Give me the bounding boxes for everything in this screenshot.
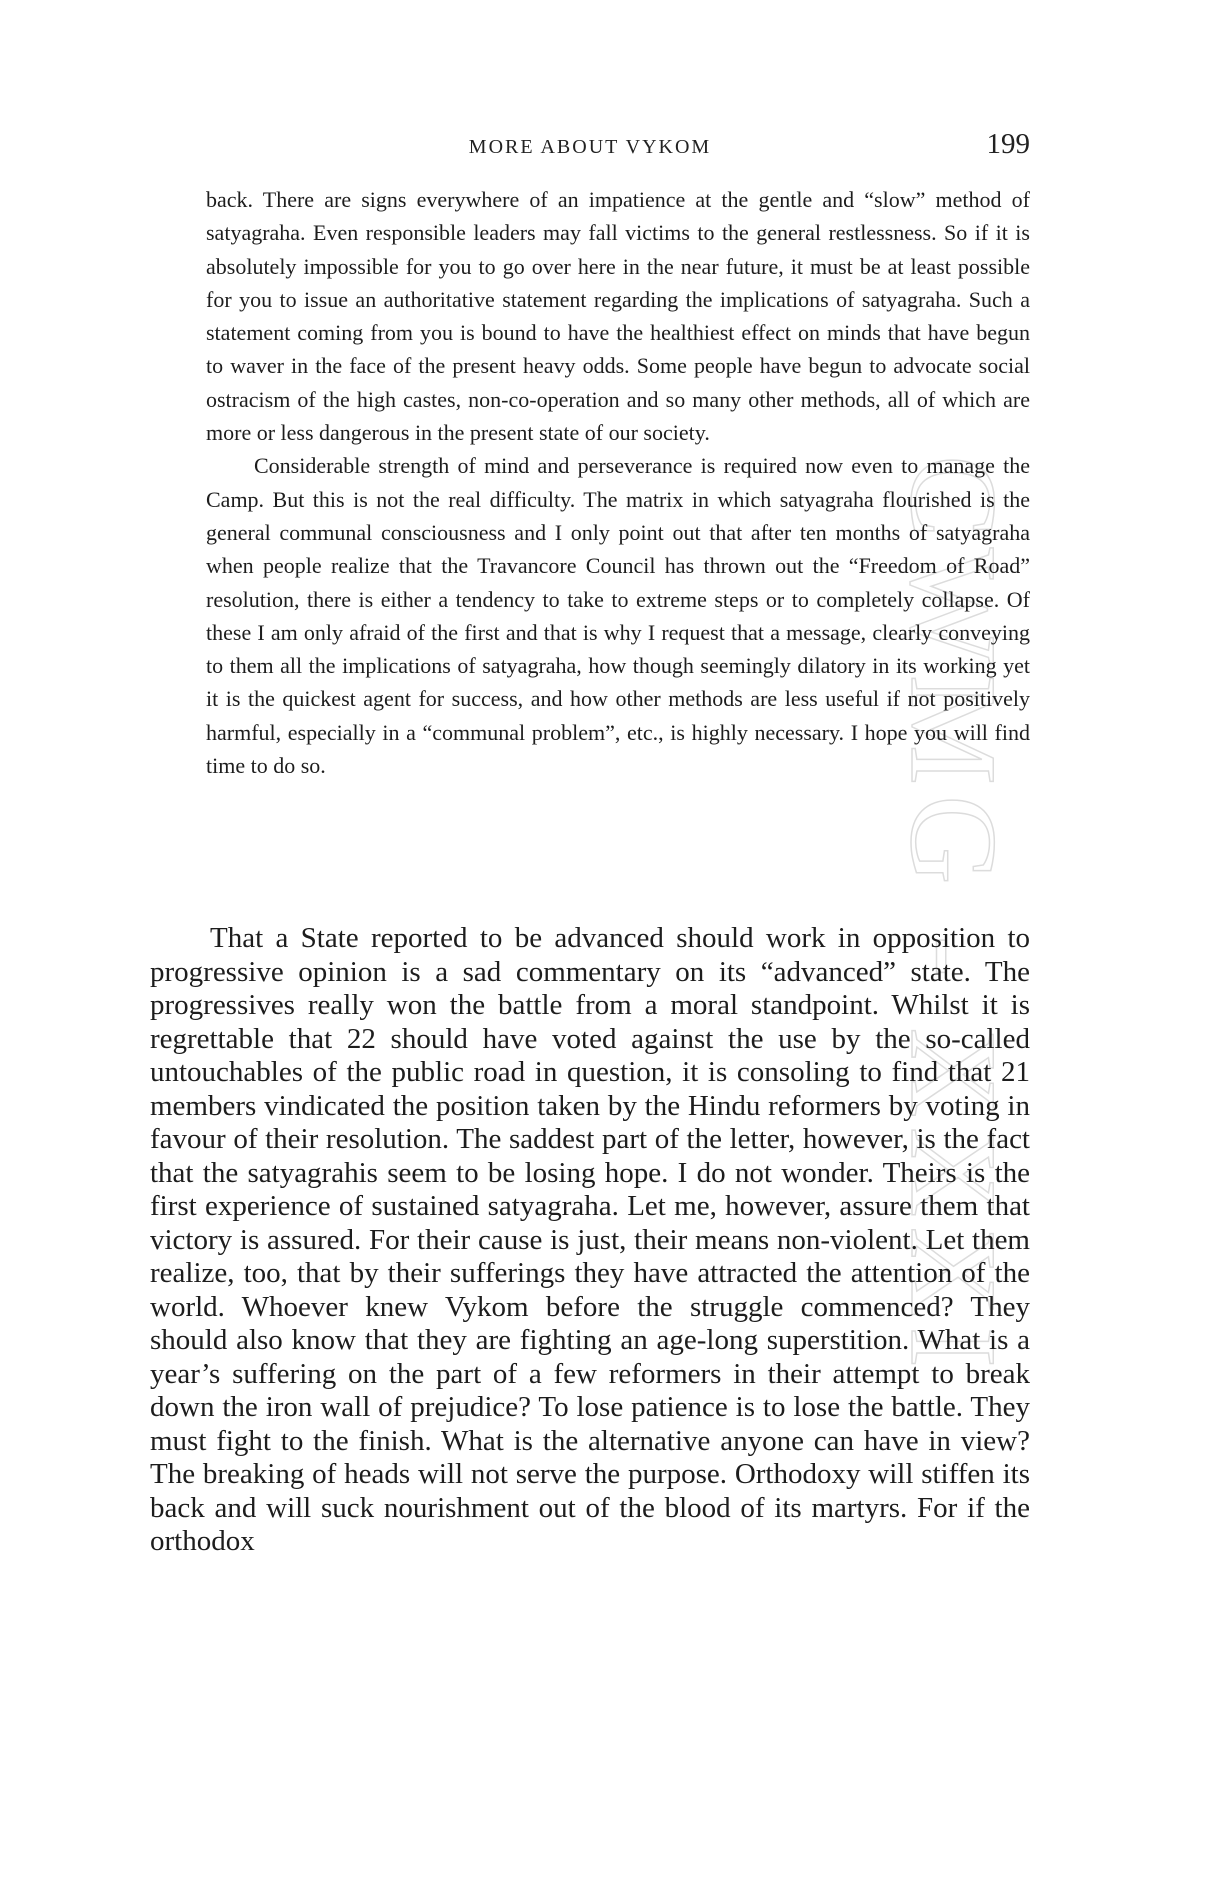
letter-paragraph: Considerable strength of mind and perseverance is required now even to manage the Camp. But this is not the real difficulty. The matrix in which satyagraha flourished is the general communal consciousness and I only point out that after ten months of satyagraha when people realize that the Travancore Council has thrown out the “Freedom of Road” resolution, there is either a tendency to take to extreme steps or to completely collapse. Of these I am only afraid of the first and that is why I request that a message, clearly conveying to them all the implications of satyagraha, how though seemingly dilatory in its working yet it is the quickest agent for success, and how other methods are less useful if not positively harmful, especially in a “communal problem”, etc., is highly necessary. I hope you will find time to do so.	[206, 453, 1030, 779]
page-header	[150, 126, 1030, 166]
watermark: CWMG - XXXI	[885, 455, 1022, 1378]
editorial-comment	[150, 922, 1030, 1559]
quoted-letter	[206, 183, 1030, 782]
page-number: 199	[986, 128, 1030, 160]
running-head: MORE ABOUT VYKOM	[468, 136, 712, 158]
letter-paragraph: back. There are signs everywhere of an impatience at the gentle and “slow” method of satyagraha. Even responsible leaders may fall victims to the general restlessness. So if it is absolutely impossible for you to go over here in the near future, it must be at least possible for you to issue an authoritative statement regarding the implications of satyagraha. Such a statement coming from you is bound to have the healthiest effect on minds that have begun to waver in the face of the present heavy odds. Some people have begun to advocate social ostracism of the high castes, non-co-operation and so many other methods, all of which are more or less dangerous in the present state of our society.	[206, 187, 1030, 446]
body-paragraph: That a State reported to be advanced should work in opposition to progressive opinion is a sad commentary on its “advanced” state. The progressives really won the battle from a moral standpoint. Whilst it is regrettable that 22 should have voted against the use by the so-called untouchables of the public road in question, it is consoling to find that 21 members vindicated the position taken by the Hindu reformers by voting in favour of their resolution. The saddest part of the letter, however, is the fact that the satyagrahis seem to be losing hope. I do not wonder. Theirs is the first experience of sustained satyagraha. Let me, however, assure them that victory is assured. For their cause is just, their means non-violent. Let them realize, too, that by their sufferings they have attracted the attention of the world. Whoever knew Vykom before the struggle commenced? They should also know that they are fighting an age-long superstition. What is a year’s suffering on the part of a few reformers in their attempt to break down the iron wall of prejudice? To lose patience is to lose the battle. They must fight to the finish. What is the alternative anyone can have in view? The breaking of heads will not serve the purpose. Orthodoxy will stiffen its back and will suck nourishment out of the blood of its martyrs. For if the orthodox	[150, 922, 1030, 1557]
